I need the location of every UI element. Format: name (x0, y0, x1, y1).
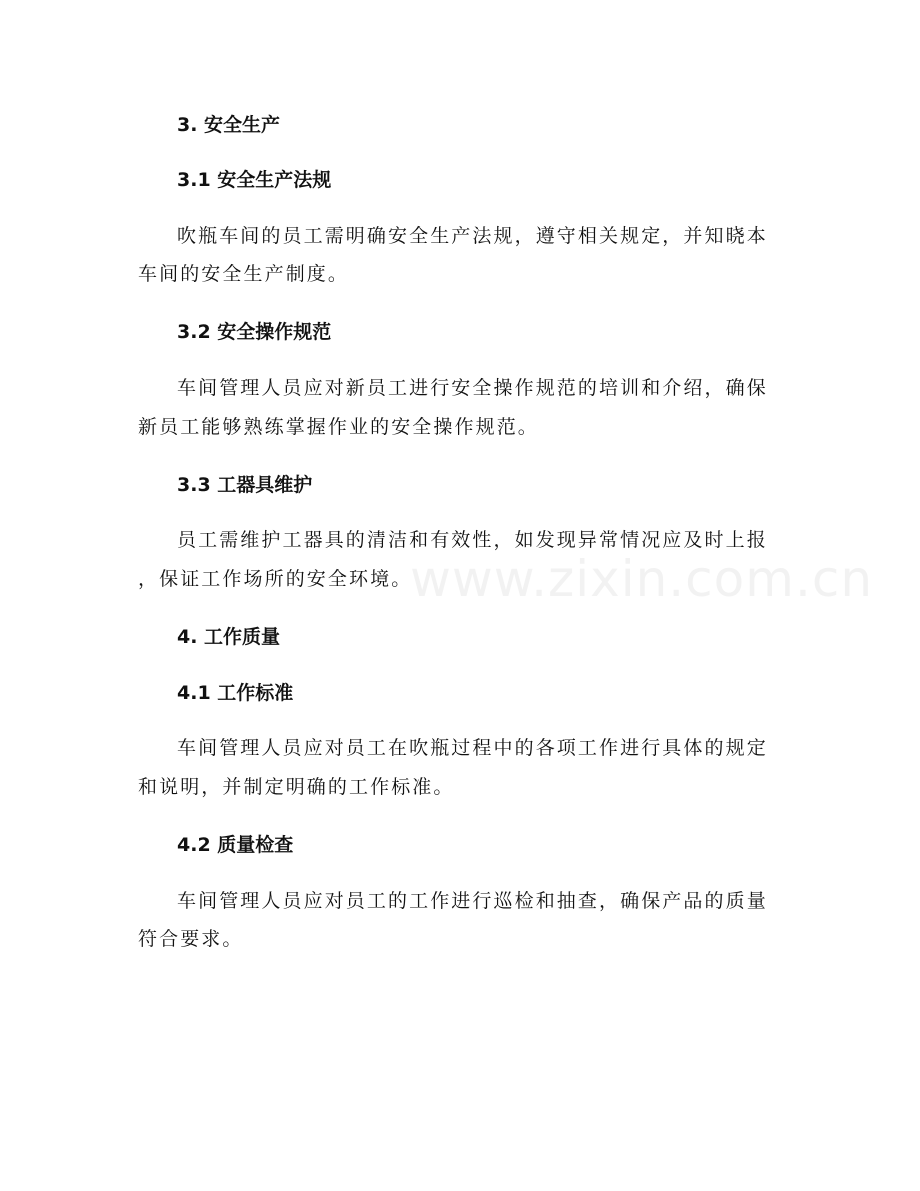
paragraph-line: 新员工能够熟练掌握作业的安全操作规范。 (138, 416, 539, 438)
paragraph-line: 符合要求。 (138, 928, 244, 950)
section-heading-3-3: 3.3 工器具维护 (177, 474, 313, 496)
section-heading-4-2: 4.2 质量检查 (177, 834, 294, 856)
section-heading-3: 3. 安全生产 (177, 114, 281, 136)
paragraph-line: 车间管理人员应对员工在吹瓶过程中的各项工作进行具体的规定 (177, 737, 768, 759)
section-heading-3-1: 3.1 安全生产法规 (177, 169, 332, 191)
paragraph-line: 车间管理人员应对新员工进行安全操作规范的培训和介绍，确保 (177, 377, 768, 399)
paragraph-line: ，保证工作场所的安全环境。 (138, 568, 413, 590)
section-heading-3-2: 3.2 安全操作规范 (177, 321, 332, 343)
paragraph-line: 和说明，并制定明确的工作标准。 (138, 776, 455, 798)
paragraph-line: 吹瓶车间的员工需明确安全生产法规，遵守相关规定，并知晓本 (177, 225, 768, 247)
paragraph-line: 车间的安全生产制度。 (138, 263, 350, 285)
section-heading-4-1: 4.1 工作标准 (177, 682, 294, 704)
paragraph-line: 车间管理人员应对员工的工作进行巡检和抽查，确保产品的质量 (177, 890, 768, 912)
section-heading-4: 4. 工作质量 (177, 626, 281, 648)
watermark: www.zixin.com.cn (410, 550, 874, 608)
paragraph-line: 员工需维护工器具的清洁和有效性，如发现异常情况应及时上报 (177, 529, 768, 551)
